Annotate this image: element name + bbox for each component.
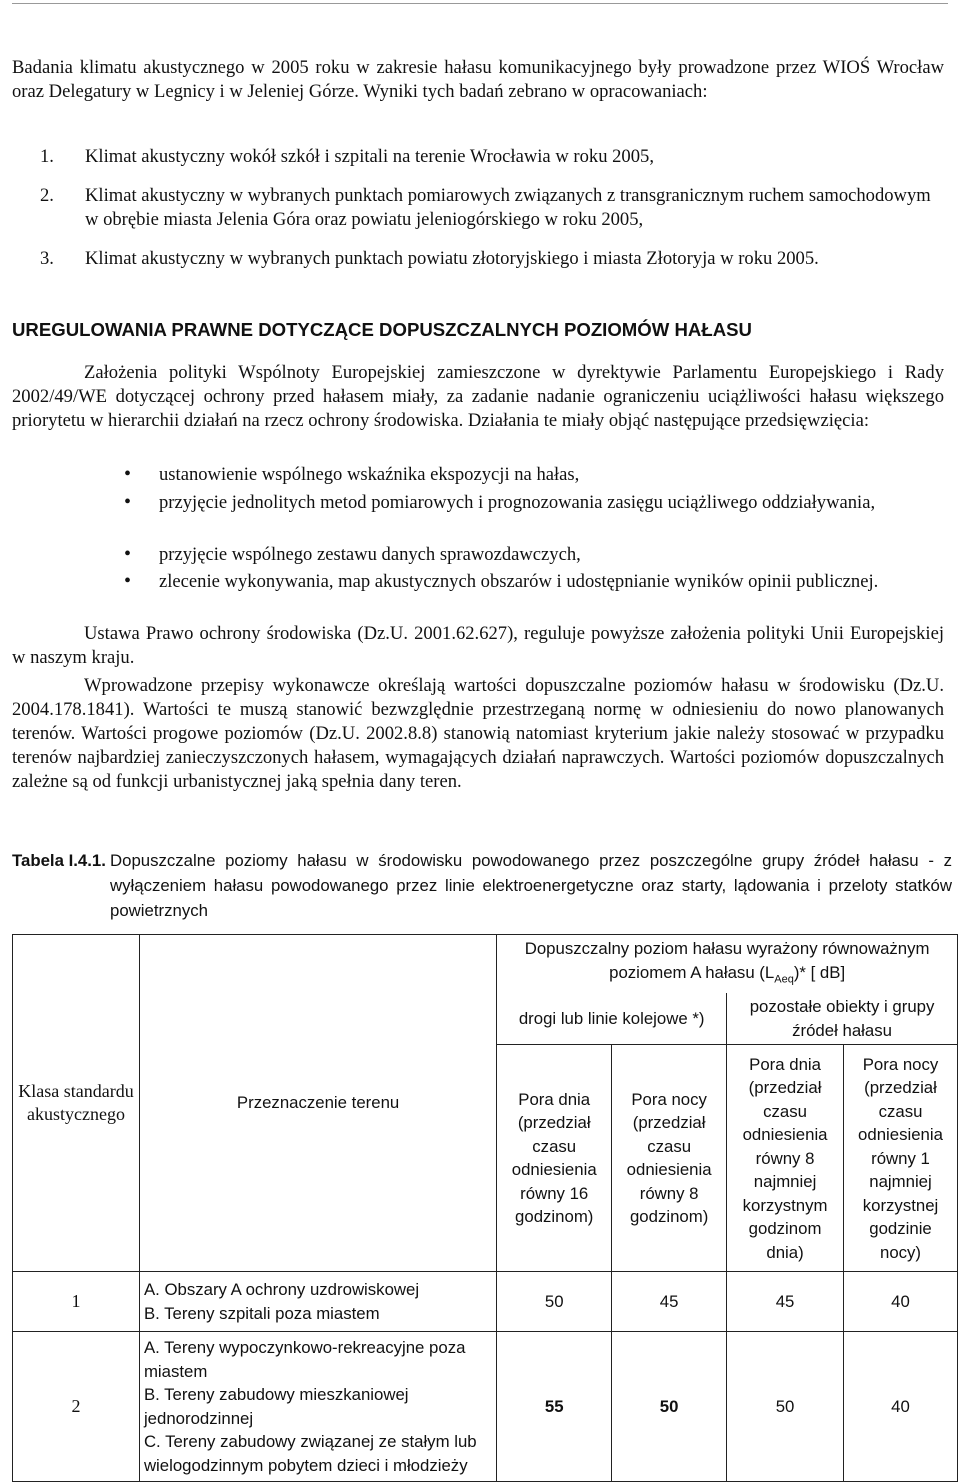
header-day-8h: Pora dnia (przedział czasu odniesienia równy 8 najmniej korzystnym godzinom dnia) (727, 1045, 844, 1272)
purpose-item: C. Tereny zabudowy związanej ze stałym lub wielogodzinnym pobytem dzieci i młodzieży (143, 1432, 477, 1475)
bullet-text: przyjęcie wspólnego zestawu danych sprawozdawczych, (159, 544, 581, 565)
bullet-text: zlecenie wykonywania, map akustycznych obszarów i udostępnianie wyników opinii publicznej. (159, 571, 879, 592)
table-row (13, 1332, 958, 1482)
table-caption-label: Tabela I.4.1. (12, 851, 106, 870)
purpose-item: B. Tereny zabudowy mieszkaniowej jednorodzinnej (143, 1385, 409, 1428)
bullet-text: ustanowienie wspólnego wskaźnika ekspozycji na hałas, (159, 464, 580, 485)
purpose-item: B. Tereny szpitali poza miastem (143, 1303, 380, 1323)
noise-limits-table (12, 934, 958, 1482)
list-text: Klimat akustyczny w wybranych punktach powiatu złotoryjskiego i miasta Złotoryja w roku 2005. (85, 248, 819, 269)
bullet-icon: • (124, 463, 132, 485)
list-text: Klimat akustyczny wokół szkół i szpitali na terenie Wrocławia w roku 2005, (85, 146, 654, 167)
class-cell: 2 (13, 1332, 140, 1482)
value-cell: 50 (612, 1332, 727, 1482)
purpose-item: A. Obszary A ochrony uzdrowiskowej (143, 1280, 420, 1300)
list-number: 3. (40, 248, 54, 269)
section-paragraph: Ustawa Prawo ochrony środowiska (Dz.U. 2001.62.627), reguluje powyższe założenia polityki Unii Europejskiej w naszym kraju. (12, 623, 944, 668)
class-cell: 1 (13, 1272, 140, 1332)
value-cell: 50 (727, 1332, 844, 1482)
value-cell: 45 (612, 1272, 727, 1332)
section-paragraph: Wprowadzone przepisy wykonawcze określają wartości dopuszczalne poziomów hałasu w środowisku (Dz.U. 2004.178.1841). Wartości te muszą stanowić bezwzględnie przestrzeganą normę w odniesieniu do nowo planowanych terenów. Wartości progowe poziomów (Dz.U. 2002.8.8) stanowią natomiast kryterium jakie należy stosować w przypadku terenów najbardziej zanieczyszczonych hałasem, wymagających działań naprawczych. Wartości poziomów dopuszczalnych zależne są od funkcji urbanistycznej jaką spełnia dany teren. (12, 675, 944, 792)
bullet-icon: • (124, 570, 132, 592)
list-number: 2. (40, 185, 54, 206)
table-caption-text: Dopuszczalne poziomy hałasu w środowisku powodowanego przez poszczególne grupy źródeł hałasu - z wyłączeniem hałasu powodowanego przez linie elektroenergetyczne oraz starty, lądowania i przeloty statków powietrznych (110, 851, 952, 920)
section-paragraph: Założenia polityki Wspólnoty Europejskiej zamieszczone w dyrektywie Parlamentu Europejskiego i Rady 2002/49/WE dotyczącej ochrony przed hałasem miały, za zadanie nadanie ograniczeniu uciążliwości hałasu większego priorytetu w hierarchii działań na rzecz ochrony środowiska. Działania te miały objąć następujące przedsięwzięcia: (12, 362, 944, 431)
bullet-icon: • (124, 543, 132, 565)
value-cell: 45 (727, 1272, 844, 1332)
value-cell: 50 (497, 1272, 612, 1332)
header-class: Klasa standardu akustycznego (13, 935, 140, 1272)
header-purpose: Przeznaczenie terenu (139, 935, 496, 1272)
purpose-cell (139, 1332, 496, 1482)
bullet-icon: • (124, 491, 132, 513)
purpose-cell (139, 1272, 496, 1332)
header-day-16h: Pora dnia (przedział czasu odniesienia równy 16 godzinom) (497, 1045, 612, 1272)
header-night-8h: Pora nocy (przedział czasu odniesienia równy 8 godzinom) (612, 1045, 727, 1272)
header-night-1h: Pora nocy (przedział czasu odniesienia równy 1 najmniej korzystnej godzinie nocy) (844, 1045, 958, 1272)
table-row (13, 1272, 958, 1332)
value-cell: 40 (844, 1332, 958, 1482)
list-number: 1. (40, 146, 54, 167)
bullet-text: przyjęcie jednolitych metod pomiarowych i prognozowania zasięgu uciążliwego oddziaływania, (159, 492, 876, 513)
list-text: Klimat akustyczny w wybranych punktach pomiarowych związanych z transgranicznym ruchem samochodowym w obrębie miasta Jelenia Góra oraz powiatu jeleniogórskiego w roku 2005, (85, 185, 931, 230)
table-caption (12, 848, 952, 923)
intro-paragraph: Badania klimatu akustycznego w 2005 roku w zakresie hałasu komunikacyjnego były prowadzone przez WIOŚ Wrocław oraz Delegatury w Legnicy i w Jeleniej Górze. Wyniki tych badań zebrano w opracowaniach: (12, 57, 944, 102)
header-roads: drogi lub linie kolejowe *) (497, 993, 727, 1045)
header-main: Dopuszczalny poziom hałasu wyrażony równoważnym poziomem A hałasu $(L_{Aeq})*$ [ dB] (497, 935, 958, 994)
top-rule (12, 3, 948, 4)
section-heading: UREGULOWANIA PRAWNE DOTYCZĄCE DOPUSZCZALNYCH POZIOMÓW HAŁASU (12, 319, 752, 340)
value-cell: 40 (844, 1272, 958, 1332)
purpose-item: A. Tereny wypoczynkowo-rekreacyjne poza miastem (143, 1338, 466, 1381)
header-other-sources: pozostałe obiekty i grupy źródeł hałasu (727, 993, 958, 1045)
value-cell: 55 (497, 1332, 612, 1482)
